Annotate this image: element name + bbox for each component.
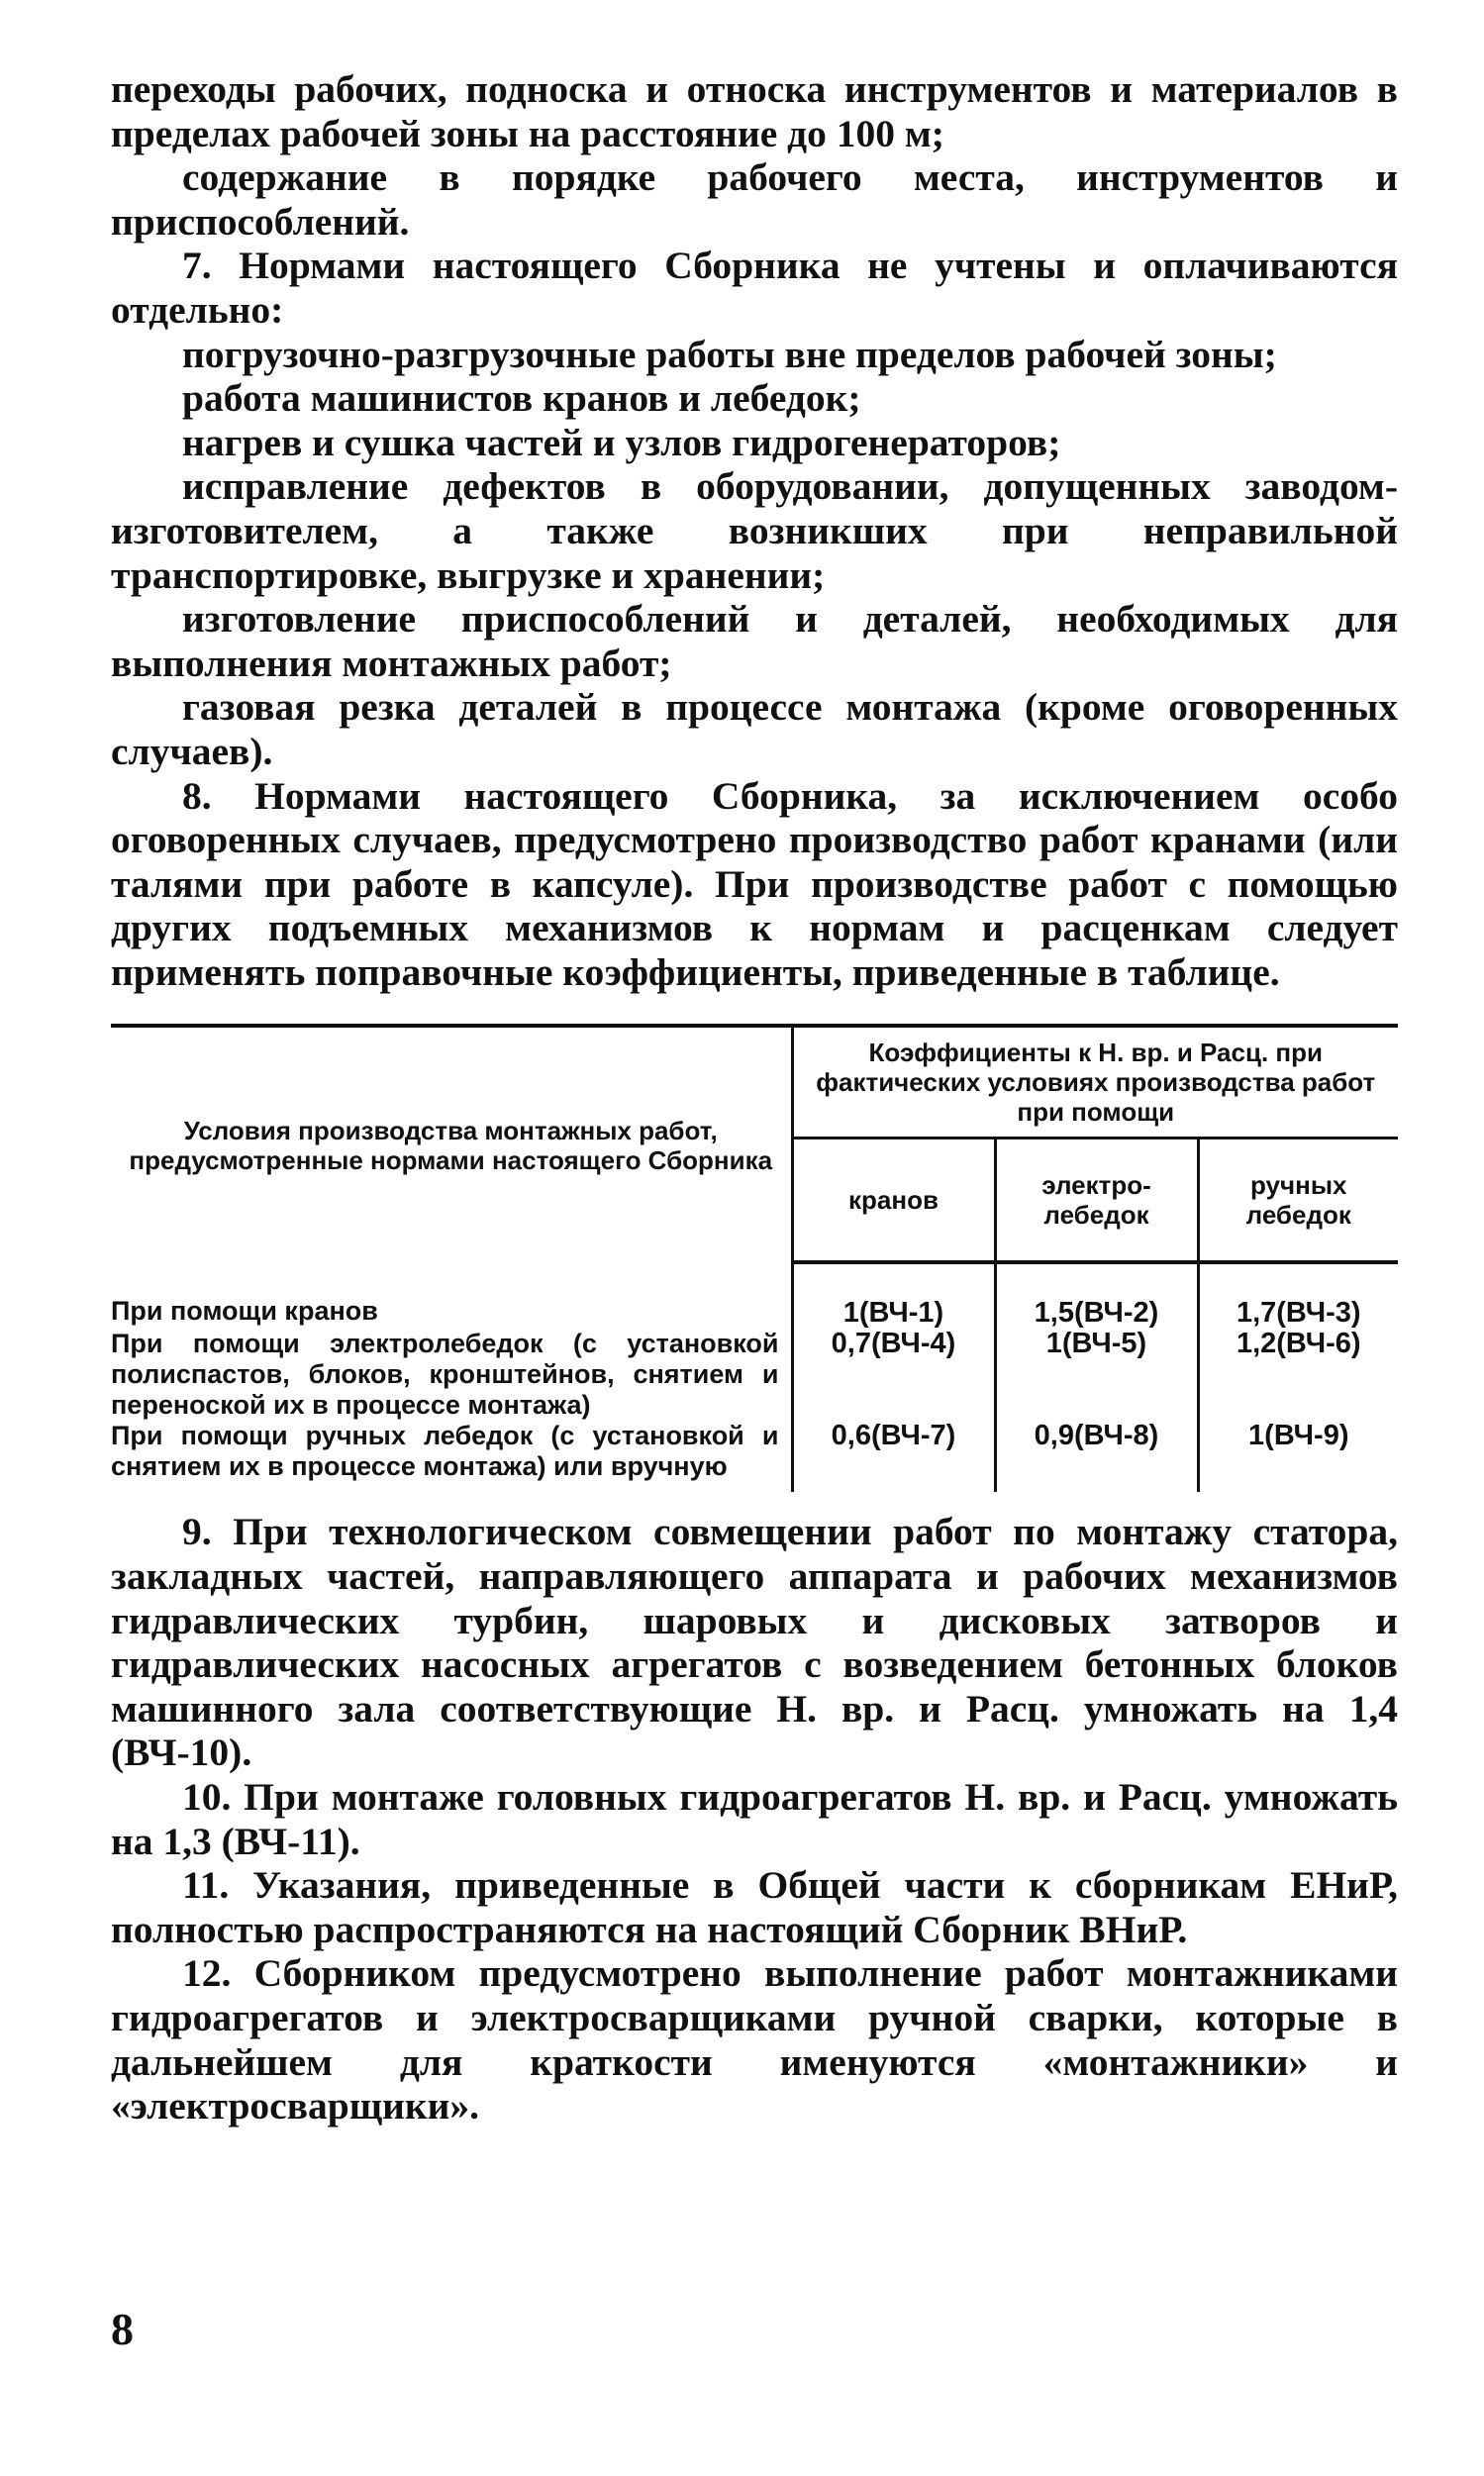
paragraph-crane-operators: работа машинистов кранов и лебедок;: [182, 376, 861, 421]
row-value-electric-winches: 1,5(ВЧ-2): [995, 1262, 1198, 1329]
header-coefficients: Коэффициенты к Н. вр. и Расц. при фактических условиях производства работ при помощи: [792, 1026, 1398, 1139]
row-value-cranes: 0,7(ВЧ-4): [792, 1329, 995, 1421]
header-manual-winches: ручных лебедок: [1198, 1139, 1398, 1263]
paragraph-item-9-bold: Расц.: [965, 1686, 1059, 1731]
paragraph-fixtures: изготовление приспособлений и деталей, необходимых для выполнения монтажных работ;: [111, 597, 1398, 685]
row-value-electric-winches: 1(ВЧ-5): [995, 1329, 1198, 1421]
paragraph-item-11: 11. Указания, приведенные в Общей части к сборникам ЕНиР, полностью распространяются на настоящий Сборник ВНиР.: [111, 1863, 1398, 1951]
coefficients-table-wrapper: [111, 1024, 1398, 1492]
paragraph-defects: исправление дефектов в оборудовании, допущенных заводом-изготовителем, а также возникших при неправильной транспортировке, выгрузке и хранении;: [111, 464, 1398, 597]
table-row: [111, 1329, 1398, 1421]
header-electric-winches: электро-лебедок: [995, 1139, 1198, 1263]
header-cranes: кранов: [792, 1139, 995, 1263]
row-value-cranes: 0,6(ВЧ-7): [792, 1421, 995, 1492]
paragraph-item-10: [111, 1775, 1398, 1863]
page-content: [111, 67, 1398, 2129]
paragraph-transitions: переходы рабочих, подноска и относка инструментов и материалов в пределах рабочей зоны на расстояние до 100 м;: [111, 67, 1398, 155]
paragraph-item-12: 12. Сборником предусмотрено выполнение работ монтажниками гидроагрегатов и электросварщиками ручной сварки, которые в дальнейшем для краткости именуются «монтажники» и «электросварщики».: [111, 1951, 1398, 2129]
paragraph-item-10-text: 10. При монтаже головных гидроагрегатов Н. вр. и: [182, 1775, 1119, 1820]
paragraph-item-8: 8. Нормами настоящего Сборника, за исключением особо оговоренных случаев, предусмотрено производство работ кранами (или талями при работе в капсуле). При производстве работ с помощью других подъемных механизмов к нормам и расценкам следует применять поправочные коэффициенты, приведенные в таблице.: [111, 773, 1398, 994]
row-condition: При помощи ручных лебедок (с установкой и снятием их в процессе монтажа) или вручную: [111, 1421, 792, 1492]
row-value-manual-winches: 1(ВЧ-9): [1248, 1420, 1349, 1452]
paragraph-heating: нагрев и сушка частей и узлов гидрогенераторов;: [182, 420, 1061, 464]
paragraph-item-9-text: 9. При технологическом совмещении работ по монтажу статора, закладных частей, направляющего аппарата и рабочих механизмов гидравлических турбин, шаровых и дисковых затворов и гидравлических насосных агрегатов с возведением бетонных блоков машинного зала соответствующие Н. вр. и: [111, 1510, 1398, 1731]
row-condition: При помощи электролебедок (с установкой полиспастов, блоков, кронштейнов, снятием и переноской их в процессе монтажа): [111, 1329, 792, 1421]
table-row: [111, 1262, 1398, 1329]
row-value-electric-winches: 0,9(ВЧ-8): [995, 1421, 1198, 1492]
paragraph-item-10-end: умножать на 1,3 (ВЧ-11).: [111, 1775, 1398, 1863]
paragraph-item-9: [111, 1510, 1398, 1775]
row-condition: При помощи кранов: [111, 1262, 792, 1329]
coefficients-table: [111, 1024, 1398, 1492]
table-row: [111, 1421, 1398, 1492]
paragraph-gas-cutting: газовая резка деталей в процессе монтажа (кроме оговоренных случаев).: [111, 685, 1398, 773]
paragraph-item-9-end: умножать на 1,4 (ВЧ-10).: [111, 1686, 1398, 1775]
row-value-manual-winches: 1,2(ВЧ-6): [1236, 1328, 1361, 1360]
page-number: 8: [111, 2304, 134, 2354]
paragraph-workplace: содержание в порядке рабочего места, инструментов и приспособлений.: [111, 155, 1398, 244]
paragraph-item-7: 7. Нормами настоящего Сборника не учтены и оплачиваются отдельно:: [111, 244, 1398, 332]
row-value-manual-winches: 1,7(ВЧ-3): [1236, 1297, 1361, 1330]
paragraphs-after-table: [111, 1510, 1398, 2128]
row-value-cranes: 1(ВЧ-1): [792, 1262, 995, 1329]
paragraph-loading: погрузочно-разгрузочные работы вне пределов рабочей зоны;: [182, 332, 1277, 376]
paragraph-item-10-bold: Расц.: [1118, 1775, 1212, 1820]
header-conditions: Условия производства монтажных работ, предусмотренные нормами настоящего Сборника: [111, 1026, 792, 1262]
